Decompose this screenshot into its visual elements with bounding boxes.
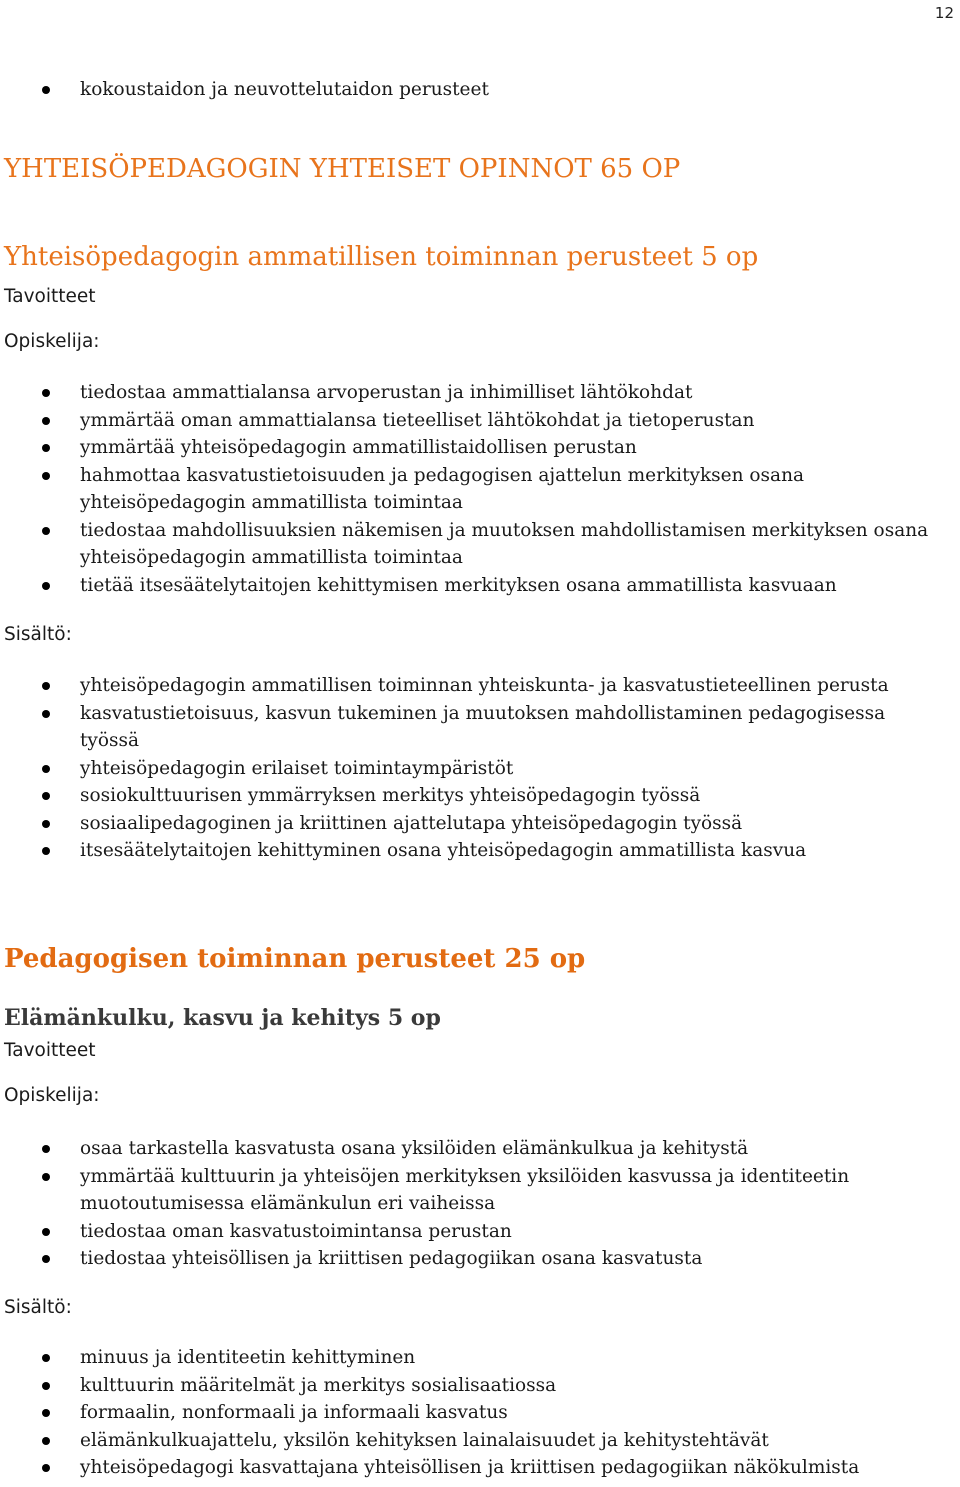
list-item: minuus ja identiteetin kehittyminen: [0, 1344, 960, 1372]
list-item: ymmärtää yhteisöpedagogin ammatillistaidollisen perustan: [0, 434, 960, 462]
goals-list: [0, 1135, 960, 1273]
list-item: kasvatustietoisuus, kasvun tukeminen ja muutoksen mahdollistaminen pedagogisessa työssä: [0, 700, 960, 755]
contents-list: [0, 1344, 960, 1482]
list-item: tietää itsesäätelytaitojen kehittymisen merkityksen osana ammatillista kasvuaan: [0, 572, 960, 600]
list-item: sosiaalipedagoginen ja kriittinen ajattelutapa yhteisöpedagogin työssä: [0, 810, 960, 838]
student-label: Opiskelija:: [4, 331, 100, 352]
student-label: Opiskelija:: [4, 1085, 100, 1106]
content-label: Sisältö:: [4, 624, 72, 645]
course-title-lifecourse: Elämänkulku, kasvu ja kehitys 5 op: [4, 1005, 441, 1031]
goals-label: Tavoitteet: [4, 1040, 96, 1061]
section-title-pedagogical-basics: Pedagogisen toiminnan perusteet 25 op: [4, 944, 586, 974]
list-item: elämänkulkuajattelu, yksilön kehityksen lainalaisuudet ja kehitystehtävät: [0, 1427, 960, 1455]
list-item: tiedostaa yhteisöllisen ja kriittisen pedagogiikan osana kasvatusta: [0, 1245, 960, 1273]
goals-list-block-2: [0, 1135, 960, 1273]
list-item: hahmottaa kasvatustietoisuuden ja pedagogisen ajattelun merkityksen osana yhteisöpedagogin ammatillista toimintaa: [0, 462, 960, 517]
list-item: osaa tarkastella kasvatusta osana yksilöiden elämänkulkua ja kehitystä: [0, 1135, 960, 1163]
goals-label: Tavoitteet: [4, 286, 96, 307]
list-item: yhteisöpedagogi kasvattajana yhteisöllisen ja kriittisen pedagogiikan näkökulmista: [0, 1454, 960, 1482]
intro-list: [0, 76, 960, 104]
contents-list: [0, 672, 960, 865]
page-number: 12: [934, 4, 954, 22]
list-item: sosiokulttuurisen ymmärryksen merkitys yhteisöpedagogin työssä: [0, 782, 960, 810]
contents-list-block-2: [0, 1344, 960, 1482]
list-item: ymmärtää kulttuurin ja yhteisöjen merkityksen yksilöiden kasvussa ja identiteetin muotoutumisessa elämänkulun eri vaiheissa: [0, 1163, 960, 1218]
contents-list-block-1: [0, 672, 960, 865]
goals-list-block-1: [0, 379, 960, 599]
list-item: tiedostaa ammattialansa arvoperustan ja inhimilliset lähtökohdat: [0, 379, 960, 407]
section-title-common-studies: YHTEISÖPEDAGOGIN YHTEISET OPINNOT 65 OP: [4, 154, 681, 184]
list-item: itsesäätelytaitojen kehittyminen osana yhteisöpedagogin ammatillista kasvua: [0, 837, 960, 865]
goals-list: [0, 379, 960, 599]
list-item: ymmärtää oman ammattialansa tieteelliset lähtökohdat ja tietoperustan: [0, 407, 960, 435]
intro-list-block: [0, 76, 960, 104]
course-title-professional-basics: Yhteisöpedagogin ammatillisen toiminnan perusteet 5 op: [4, 242, 759, 272]
list-item: yhteisöpedagogin erilaiset toimintaympäristöt: [0, 755, 960, 783]
list-item: tiedostaa mahdollisuuksien näkemisen ja muutoksen mahdollistamisen merkityksen osana yhteisöpedagogin ammatillista toimintaa: [0, 517, 960, 572]
list-item: kokoustaidon ja neuvottelutaidon perusteet: [0, 76, 960, 104]
list-item: tiedostaa oman kasvatustoimintansa perustan: [0, 1218, 960, 1246]
list-item: kulttuurin määritelmät ja merkitys sosialisaatiossa: [0, 1372, 960, 1400]
content-label: Sisältö:: [4, 1297, 72, 1318]
list-item: formaalin, nonformaali ja informaali kasvatus: [0, 1399, 960, 1427]
list-item: yhteisöpedagogin ammatillisen toiminnan yhteiskunta- ja kasvatustieteellinen perusta: [0, 672, 960, 700]
